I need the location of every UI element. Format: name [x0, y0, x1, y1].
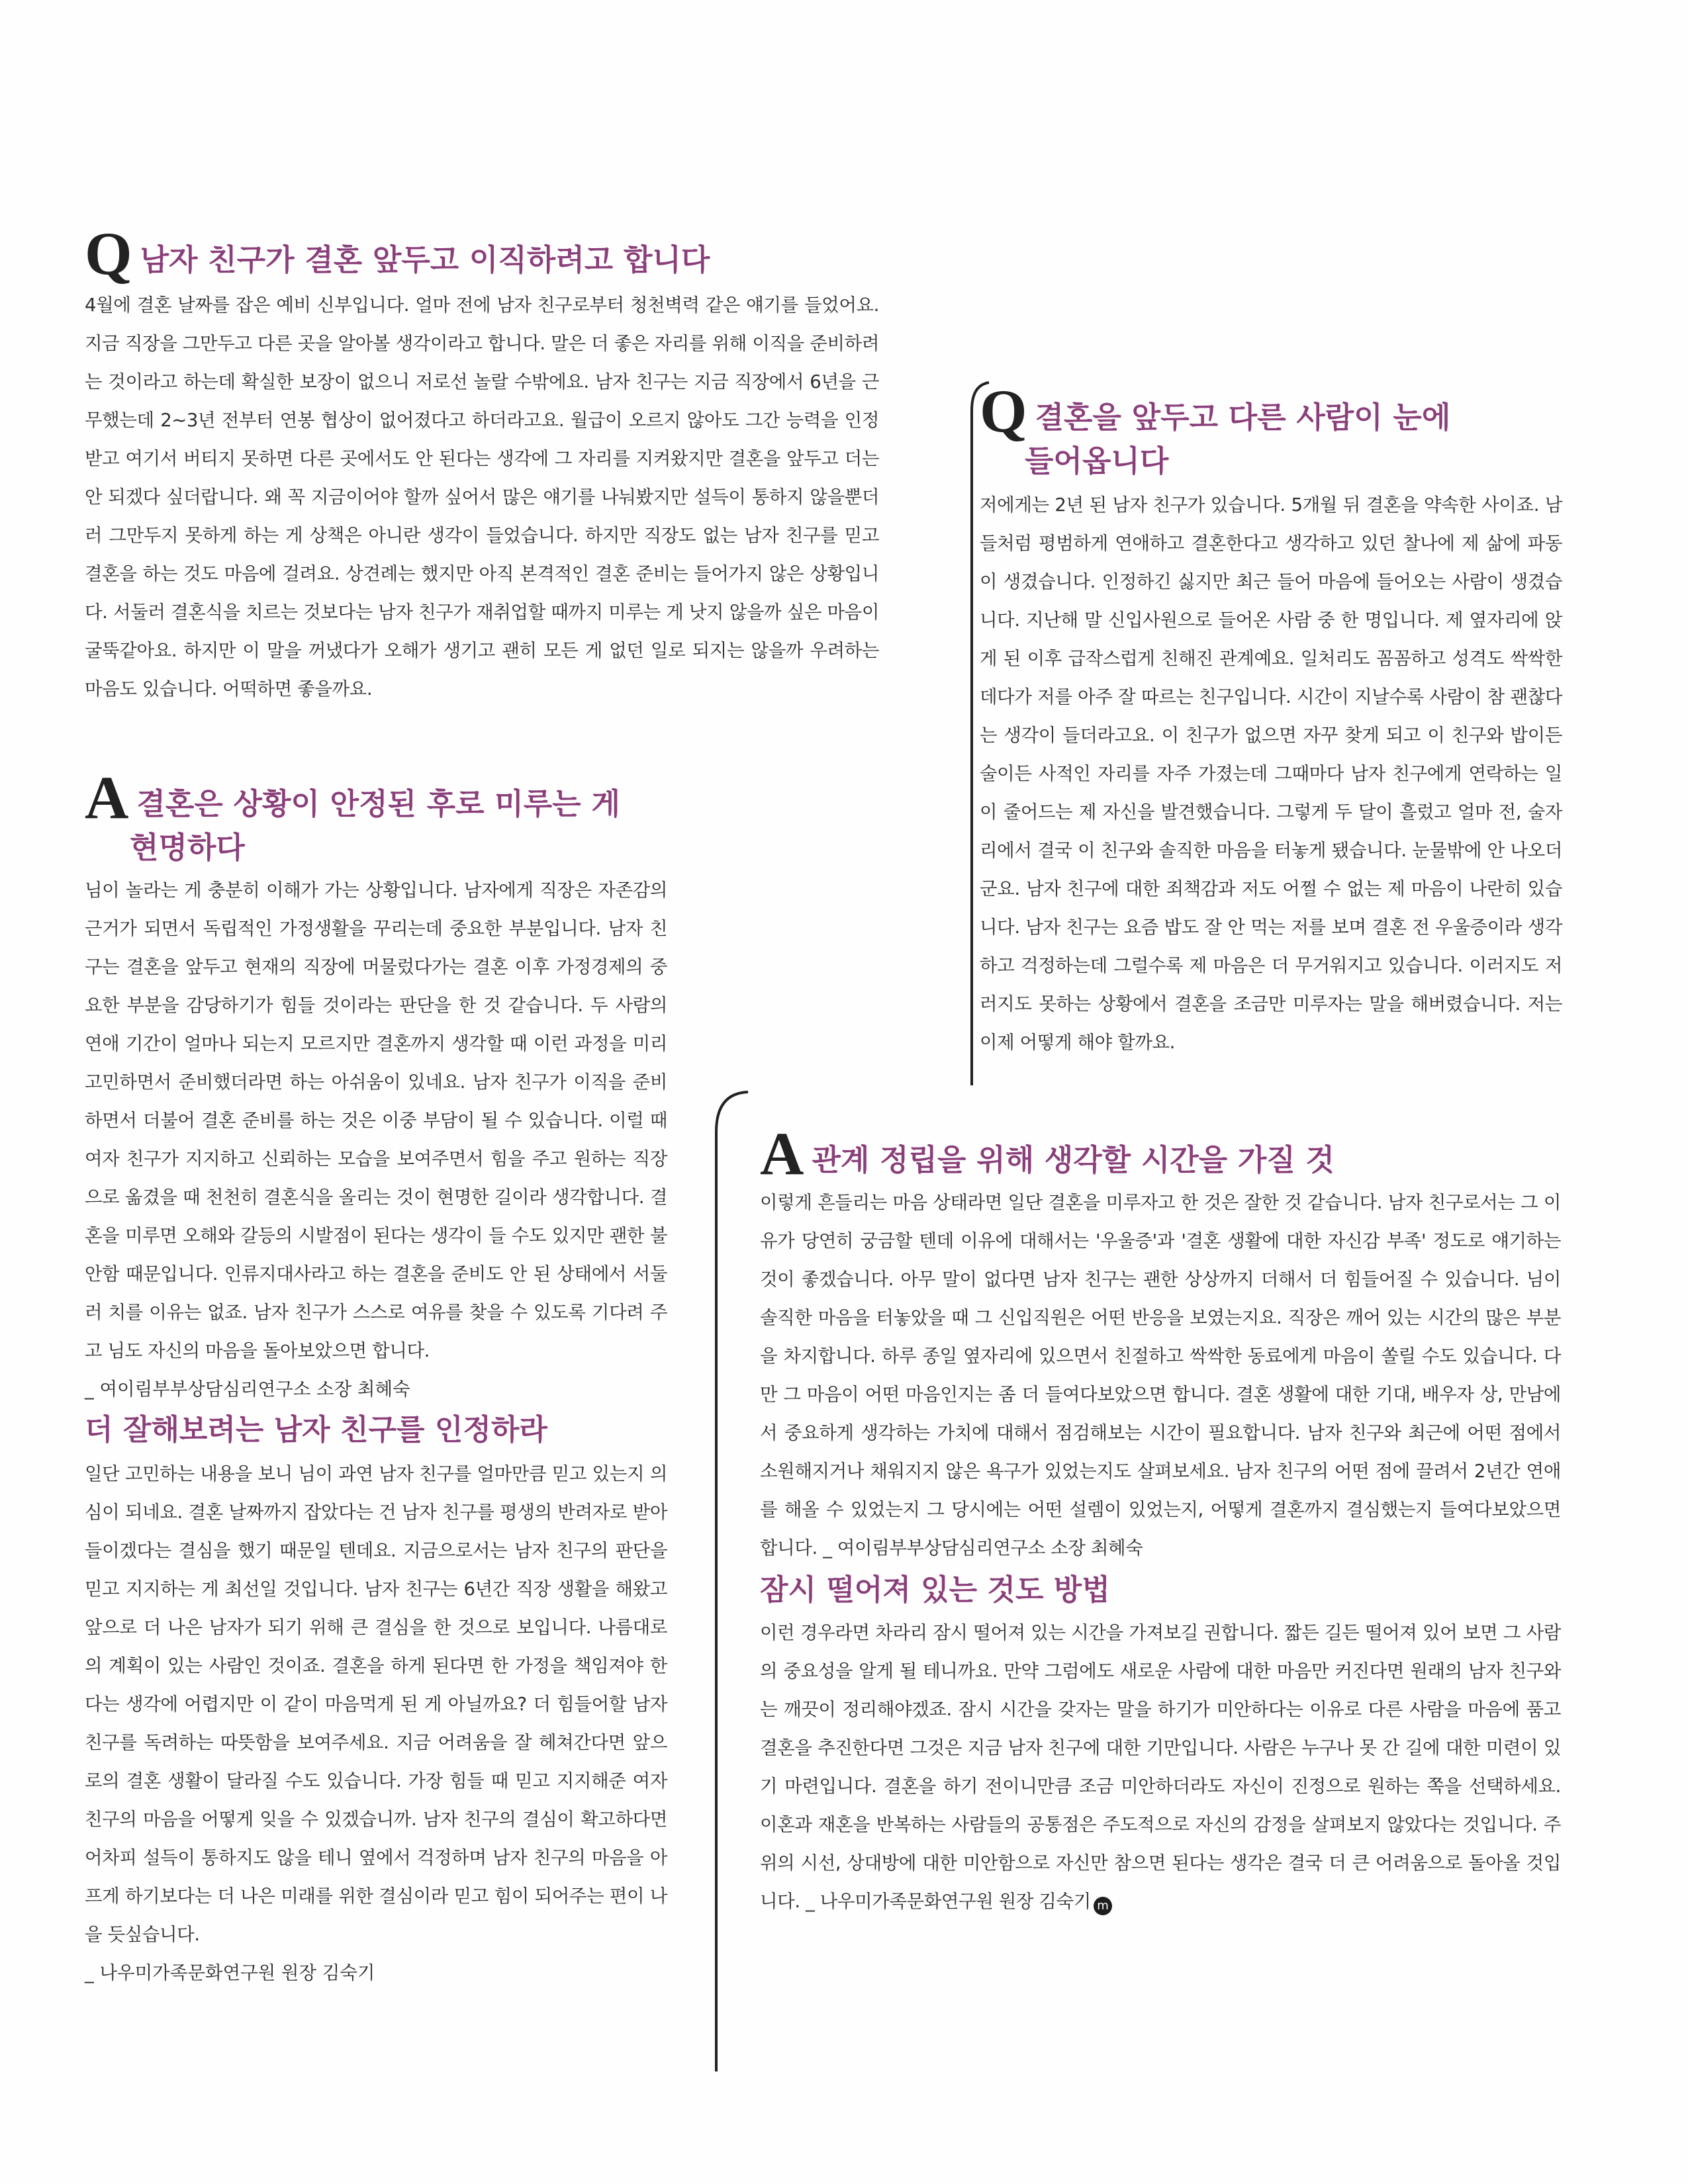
answer-2b-signature: _ 나우미가족문화연구원 원장 김숙기 [806, 1891, 1091, 1912]
q-mark: Q [980, 377, 1027, 445]
answer-1b-body: 일단 고민하는 내용을 보니 님이 과연 남자 친구를 얼마만큼 믿고 있는지 의심이 되네요. 결혼 날짜까지 잡았다는 건 남자 친구를 평생의 반려자로 받아들이겠다는 결심을 했기 때문일 텐데요. 지금으로서는 남자 친구의 판단을 믿고 지지하는 게 최선일 것입니다. 남자 친구는 6년간 직장 생활을 해왔고 앞으로 더 나은 남자가 되기 위해 큰 결심을 한 것으로 보입니다. 나름대로의 계획이 있는 사람인 것이죠. 결혼을 하게 된다면 한 가정을 책임져야 한다는 생각에 어렵지만 이 같이 마음먹게 된 게 아닐까요? 더 힘들어할 남자 친구를 독려하는 따뜻함을 보여주세요. 지금 어려움을 잘 헤쳐간다면 앞으로의 결혼 생활이 달라질 수도 있습니다. 가장 힘들 때 믿고 지지해준 여자 친구의 마음을 어떻게 잊을 수 있겠습니까. 남자 친구의 결심이 확고하다면 어차피 설득이 통하지도 않을 테니 옆에서 걱정하며 남자 친구의 마음을 아프게 하기보다는 더 나은 미래를 위한 결심이라 믿고 힘이 되어주는 편이 나을 듯싶습니다. [85, 1463, 667, 1945]
answer-1-body: 님이 놀라는 게 충분히 이해가 가는 상황입니다. 남자에게 직장은 자존감의 근거가 되면서 독립적인 가정생활을 꾸리는데 중요한 부분입니다. 남자 친구는 결혼을 앞두고 현재의 직장에 머물렀다가는 결혼 이후 가정경제의 중요한 부분을 감당하기가 힘들 것이라는 판단을 한 것 같습니다. 두 사람의 연애 기간이 얼마나 되는지 모르지만 결혼까지 생각할 때 이런 과정을 미리 고민하면서 준비했더라면 하는 아쉬움이 있네요. 남자 친구가 이직을 준비하면서 더불어 결혼 준비를 하는 것은 이중 부담이 될 수 있습니다. 이럴 때 여자 친구가 지지하고 신뢰하는 모습을 보여주면서 힘을 주고 원하는 직장으로 옮겼을 때 천천히 결혼식을 올리는 것이 현명한 길이라 생각합니다. 결혼을 미루면 오해와 갈등의 시발점이 된다는 생각이 들 수도 있지만 괜한 불안함 때문입니다. 인류지대사라고 하는 결혼을 준비도 안 된 상태에서 서둘러 치를 이유는 없죠. 남자 친구가 스스로 여유를 찾을 수 있도록 기다려 주고 님도 자신의 마음을 돌아보았으면 합니다. [85, 880, 667, 1361]
question-1-title: Q남자 친구가 결혼 앞두고 이직하려고 합니다 [85, 220, 710, 287]
lower-divider-line [716, 1092, 748, 2071]
question-2-body: 저에게는 2년 된 남자 친구가 있습니다. 5개월 뒤 결혼을 약속한 사이죠. 남들처럼 평범하게 연애하고 결혼한다고 생각하고 있던 찰나에 제 삶에 파동이 생겼습니다. 인정하긴 싫지만 최근 들어 마음에 들어오는 사람이 생겼습니다. 지난해 말 신입사원으로 들어온 사람 중 한 명입니다. 제 옆자리에 앉게 된 이후 급작스럽게 친해진 관계예요. 일처리도 꼼꼼하고 성격도 싹싹한데다가 저를 아주 잘 따르는 친구입니다. 시간이 지날수록 사람이 참 괜찮다는 생각이 들더라고요. 이 친구가 없으면 자꾸 찾게 되고 이 친구와 밥이든 술이든 사적인 자리를 자주 가졌는데 그때마다 남자 친구에게 연락하는 일이 줄어드는 제 자신을 발견했습니다. 그렇게 두 달이 흘렀고 얼마 전, 술자리에서 결국 이 친구와 솔직한 마음을 터놓게 됐습니다. 눈물밖에 안 나오더군요. 남자 친구에 대한 죄책감과 저도 어쩔 수 없는 제 마음이 나란히 있습니다. 남자 친구는 요즘 밥도 잘 안 먹는 저를 보며 결혼 전 우울증이라 생각하고 걱정하는데 그럴수록 제 마음은 더 무거워지고 있습니다. 이러지도 저러지도 못하는 상황에서 결혼을 조금만 미루자는 말을 해버렸습니다. 저는 이제 어떻게 해야 할까요. [980, 494, 1562, 1053]
end-mark-icon: m [1094, 1897, 1112, 1915]
a-mark: A [760, 1120, 804, 1187]
answer-2-body: 이렇게 흔들리는 마음 상태라면 일단 결혼을 미루자고 한 것은 잘한 것 같습니다. 남자 친구로서는 그 이유가 당연히 궁금할 텐데 이유에 대해서는 '우울증'과 '결혼 생활에 대한 자신감 부족' 정도로 얘기하는 것이 좋겠습니다. 아무 말이 없다면 남자 친구는 괜한 상상까지 더해서 더 힘들어질 수 있습니다. 님이 솔직한 마음을 터놓았을 때 그 신입직원은 어떤 반응을 보였는지요. 직장은 깨어 있는 시간의 많은 부분을 차지합니다. 하루 종일 옆자리에 있으면서 친절하고 싹싹한 동료에게 마음이 쏠릴 수도 있습니다. 다만 그 마음이 어떤 마음인지는 좀 더 들여다보았으면 합니다. 결혼 생활에 대한 기대, 배우자 상, 만남에서 중요하게 생각하는 가치에 대해서 점검해보는 시간이 필요합니다. 남자 친구와 최근에 어떤 점에서 소원해지거나 채워지지 않은 욕구가 있었는지도 살펴보세요. 남자 친구의 어떤 점에 끌려서 2년간 연애를 해올 수 있었는지 그 당시에는 어떤 설렘이 있었는지, 어떻게 결혼까지 결심했는지 들여다보았으면 합니다. _ 여이림부부상담심리연구소 소장 최혜숙 [760, 1192, 1561, 1559]
answer-1-signature: _ 여이림부부상담심리연구소 소장 최혜숙 [85, 1379, 410, 1400]
answer-2b-title: 잠시 떨어져 있는 것도 방법 [760, 1573, 1110, 1607]
answer-2b-body: 이런 경우라면 차라리 잠시 떨어져 있는 시간을 가져보길 권합니다. 짧든 길든 떨어져 있어 보면 그 사람의 중요성을 알게 될 테니까요. 만약 그럼에도 새로운 사람에 대한 마음만 커진다면 원래의 남자 친구와는 깨끗이 정리해야겠죠. 잠시 시간을 갖자는 말을 하기가 미안하다는 이유로 다른 사람을 마음에 품고 결혼을 추진한다면 그것은 지금 남자 친구에 대한 기만입니다. 사람은 누구나 못 간 길에 대한 미련이 있기 마련입니다. 결혼을 하기 전이니만큼 조금 미안하더라도 자신이 진정으로 원하는 쪽을 선택하세요. 이혼과 재혼을 반복하는 사람들의 공통점은 주도적으로 자신의 감정을 살펴보지 않았다는 것입니다. 주위의 시선, 상대방에 대한 미안함으로 자신만 참으면 된다는 생각은 결국 더 큰 어려움으로 돌아올 것입니다. _ 나우미가족문화연구원 원장 김숙기 m [760, 1614, 1561, 1921]
answer-1b-title: 더 잘해보려는 남자 친구를 인정하라 [85, 1413, 547, 1447]
a-mark: A [85, 764, 129, 831]
answer-1-title: A결혼은 상황이 안정된 후로 미루는 게 현명하다 [85, 764, 620, 865]
answer-2-title: A관계 정립을 위해 생각할 시간을 가질 것 [760, 1120, 1335, 1187]
answer-2-section [760, 1120, 1561, 1921]
q-mark: Q [85, 220, 132, 287]
question-2-section [980, 377, 1562, 1062]
question-1-section [85, 220, 880, 708]
answer-1b-signature: _ 나우미가족문화연구원 원장 김숙기 [85, 1962, 375, 1983]
question-2-title: Q결혼을 앞두고 다른 사람이 눈에 들어옵니다 [980, 377, 1451, 478]
question-1-body: 4월에 결혼 날짜를 잡은 예비 신부입니다. 얼마 전에 남자 친구로부터 청천벽력 같은 얘기를 들었어요. 지금 직장을 그만두고 다른 곳을 알아볼 생각이라고 합니다. 말은 더 좋은 자리를 위해 이직을 준비하려는 것이라고 하는데 확실한 보장이 없으니 저로선 놀랄 수밖에요. 남자 친구는 지금 직장에서 6년을 근무했는데 2~3년 전부터 연봉 협상이 없어졌다고 하더라고요. 월급이 오르지 않아도 그간 능력을 인정받고 여기서 버티지 못하면 다른 곳에서도 안 된다는 생각에 그 자리를 지켜왔지만 결혼을 앞두고 더는 안 되겠다 싶더랍니다. 왜 꼭 지금이어야 할까 싶어서 많은 얘기를 나눠봤지만 설득이 통하지 않을뿐더러 그만두지 못하게 하는 게 상책은 아니란 생각이 들었습니다. 하지만 직장도 없는 남자 친구를 믿고 결혼을 하는 것도 마음에 걸려요. 상견례는 했지만 아직 본격적인 결혼 준비는 들어가지 않은 상황입니다. 서둘러 결혼식을 치르는 것보다는 남자 친구가 재취업할 때까지 미루는 게 낫지 않을까 싶은 마음이 굴뚝같아요. 하지만 이 말을 꺼냈다가 오해가 생기고 괜히 모든 게 없던 일로 되지는 않을까 우려하는 마음도 있습니다. 어떡하면 좋을까요. [85, 295, 880, 700]
answer-2-signature: _ 여이림부부상담심리연구소 소장 최혜숙 [823, 1537, 1143, 1559]
answer-1-section [85, 764, 667, 1992]
